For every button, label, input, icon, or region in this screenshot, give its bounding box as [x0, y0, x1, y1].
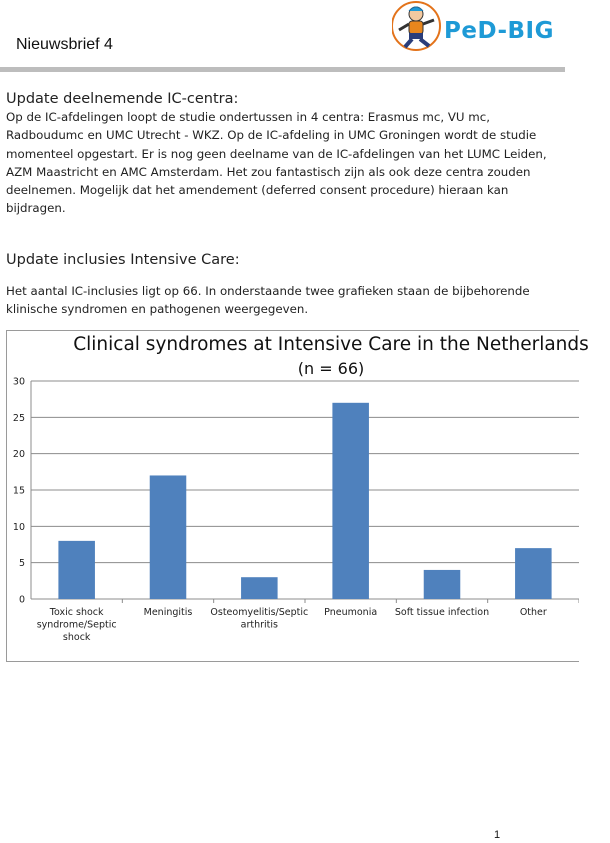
ped-big-logo: [392, 0, 557, 52]
logo-text: PeD-BIG: [444, 18, 554, 44]
text-line: AZM Maastricht en AMC Amsterdam. Het zou fantastisch zijn als ook deze centra zouden: [6, 164, 531, 179]
text-line: Op de IC-afdelingen loopt de studie ondertussen in 4 centra: Erasmus mc, VU mc,: [6, 110, 491, 124]
y-tick-label: 15: [12, 485, 25, 497]
y-tick-label: 25: [12, 412, 25, 424]
y-tick-label: 0: [18, 594, 25, 606]
bar: [241, 577, 278, 599]
text-line: klinische syndromen en pathogenen weergegeven.: [6, 302, 309, 317]
chart-plot: [7, 331, 579, 661]
section-heading-centra: Update deelnemende IC-centra:: [6, 91, 239, 107]
x-tick-label: Toxic shock: [49, 607, 104, 618]
page-number: 1: [494, 829, 501, 841]
newsletter-title: Nieuwsbrief 4: [16, 36, 113, 53]
text-line: momenteel opgestart. Er is nog geen deelname van de IC-afdelingen van het LUMC Leiden,: [6, 146, 547, 161]
text-line: bijdragen.: [6, 201, 66, 216]
syndromes-chart: [6, 330, 589, 662]
y-tick-label: 30: [12, 376, 25, 388]
y-tick-label: 10: [12, 521, 25, 533]
x-tick-label: Soft tissue infection: [394, 607, 490, 618]
x-tick-label: Meningitis: [143, 607, 193, 618]
section-heading-inclusies: Update inclusies Intensive Care:: [6, 252, 240, 268]
text-line: Radboudumc en UMC Utrecht - WKZ. Op de IC-afdeling in UMC Groningen wordt de studie: [6, 128, 537, 143]
x-tick-label: Other: [519, 607, 547, 618]
x-tick-label: syndrome/Septic: [36, 619, 117, 631]
bar: [515, 548, 552, 599]
mascot-icon: [392, 0, 444, 52]
bar: [332, 403, 369, 599]
section-text-centra: [6, 108, 547, 218]
section-text-inclusies: [6, 282, 530, 319]
x-tick-label: arthritis: [240, 619, 279, 631]
text-line: deelnemen. Mogelijk dat het amendement (deferred consent procedure) hieraan kan: [6, 183, 509, 198]
x-tick-label: shock: [62, 632, 91, 643]
bar: [424, 570, 461, 599]
bar: [58, 541, 95, 599]
header-divider: [0, 67, 565, 72]
x-tick-label: Osteomyelitis/Septic: [210, 607, 309, 618]
y-tick-label: 20: [12, 449, 25, 461]
y-tick-label: 5: [18, 558, 25, 570]
bar: [150, 475, 187, 599]
chart-title: Clinical syndromes at Intensive Care in the Netherlands: [73, 334, 589, 355]
x-tick-label: Pneumonia: [324, 607, 378, 618]
chart-subtitle: (n = 66): [297, 359, 365, 378]
text-line: Het aantal IC-inclusies ligt op 66. In onderstaande twee grafieken staan de bijbehorende: [6, 284, 530, 298]
